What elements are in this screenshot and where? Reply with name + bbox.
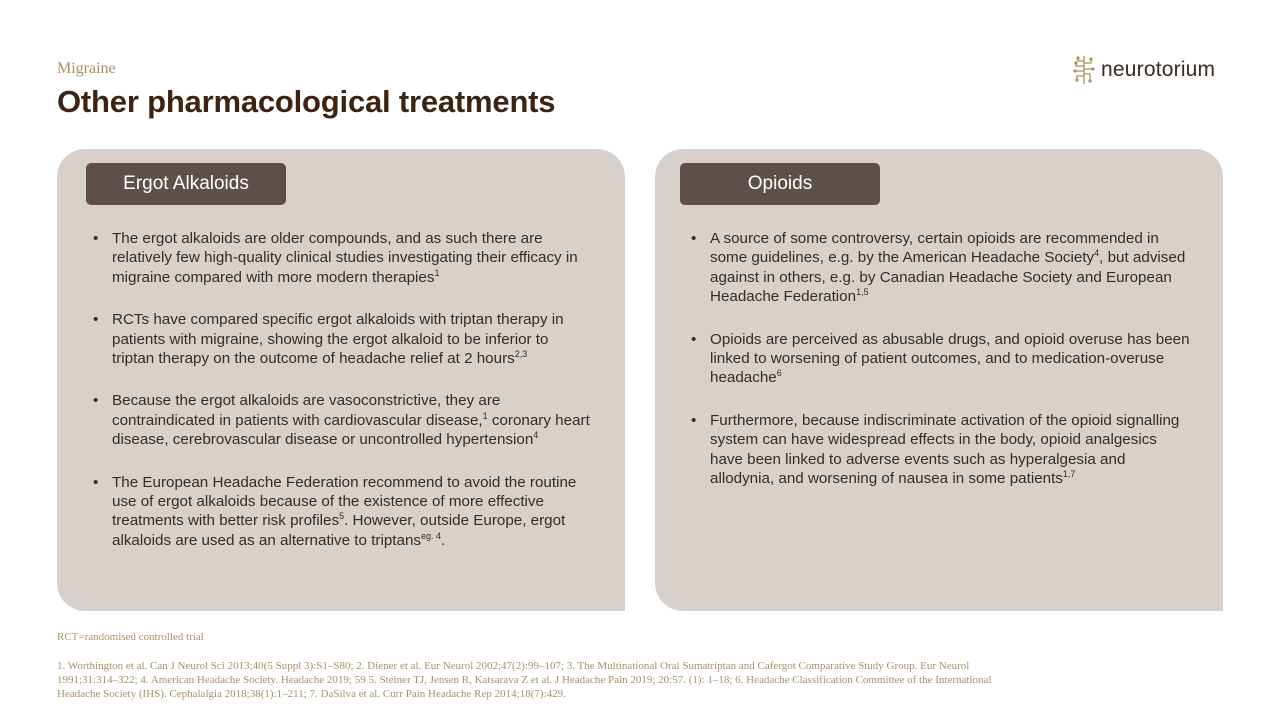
section-eyebrow: Migraine [57, 60, 116, 77]
bullet-icon: • [93, 311, 99, 329]
bullet-icon: • [93, 473, 99, 491]
opioids-panel [655, 149, 1223, 611]
list-item: • Because the ergot alkaloids are vasoconstrictive, they are contraindicated in patients with cardiovascular disease,$^1$ coronary heart disease, cerebrovascular disease or uncontrolled hypertension$^4$ [93, 392, 590, 449]
bullet-icon: • [691, 330, 697, 348]
references: 1. Worthington et al. Can J Neurol Sci 2013;40(5 Suppl 3):S1–S80; 2. Diener et al. Eur Neurol 2002;47(2):99–107; 3. The Multinational Oral Sumatriptan and Cafergot Comparative Study Group. Eur Neurol 1991;31:314–322; 4. American Headache Society. Headache 2019; 59 5. Steiner TJ, Jensen R, Katsarava Z et al. J Headache Pain 2019; 20:57. (1): 1–18; 6. Headache Classification Committee of the International Headache Society (IHS). Cephalalgia 2018;38(1):1–211; 7. DaSilva et al. Curr Pain Headache Rep 2014;18(7):429. [57, 660, 992, 700]
opioids-bullet-list [691, 229, 1191, 511]
bullet-icon: • [691, 411, 697, 429]
brand-logo[interactable] [1071, 54, 1215, 86]
list-item: • RCTs have compared specific ergot alkaloids with triptan therapy in patients with migraine, showing the ergot alkaloid to be inferior to triptan therapy on the outcome of headache relief at 2 hours$^{2,3}$ [93, 311, 564, 368]
abbreviation-note: RCT=randomised controlled trial [57, 631, 204, 643]
ergot-bullet-list [93, 229, 591, 573]
list-item: • The European Headache Federation recommend to avoid the routine use of ergot alkaloids because of the existence of more effective treatments with better risk profiles$^5$. However, outside Europe, ergot alkaloids are used as an alternative to triptans$^{eg. 4}$. [93, 473, 577, 549]
bullet-icon: • [691, 230, 697, 247]
opioids-heading: Opioids [680, 163, 880, 205]
ergot-alkaloids-panel [57, 149, 625, 611]
list-item: • A source of some controversy, certain opioids are recommended in some guidelines, e.g. by the American Headache Society$^4$, but advised against in others, e.g. by Canadian Headache Society and European Headache Federation$^{1,5}$ [691, 230, 1186, 306]
ergot-alkaloids-heading: Ergot Alkaloids [86, 163, 286, 205]
brand-name: neurotorium [1101, 58, 1216, 81]
list-item: • Opioids are perceived as abusable drugs, and opioid overuse has been linked to worsening of patient outcomes, and to medication-overuse headache$^6$ [691, 330, 1190, 387]
list-item: • The ergot alkaloids are older compounds, and as such there are relatively few high-quality clinical studies investigating their efficacy in migraine compared with more modern therapies$^1$ [93, 230, 578, 286]
bullet-icon: • [93, 392, 99, 410]
page-title: Other pharmacological treatments [57, 84, 556, 119]
list-item: • Furthermore, because indiscriminate activation of the opioid signalling system can have widespread effects in the body, opioid analgesics have been linked to adverse events such as hyperalgesia and allodynia, and worsening of nausea in some patients$^{1,7}$ [691, 411, 1180, 488]
bullet-icon: • [93, 230, 99, 247]
brain-circuit-icon [1071, 54, 1097, 86]
